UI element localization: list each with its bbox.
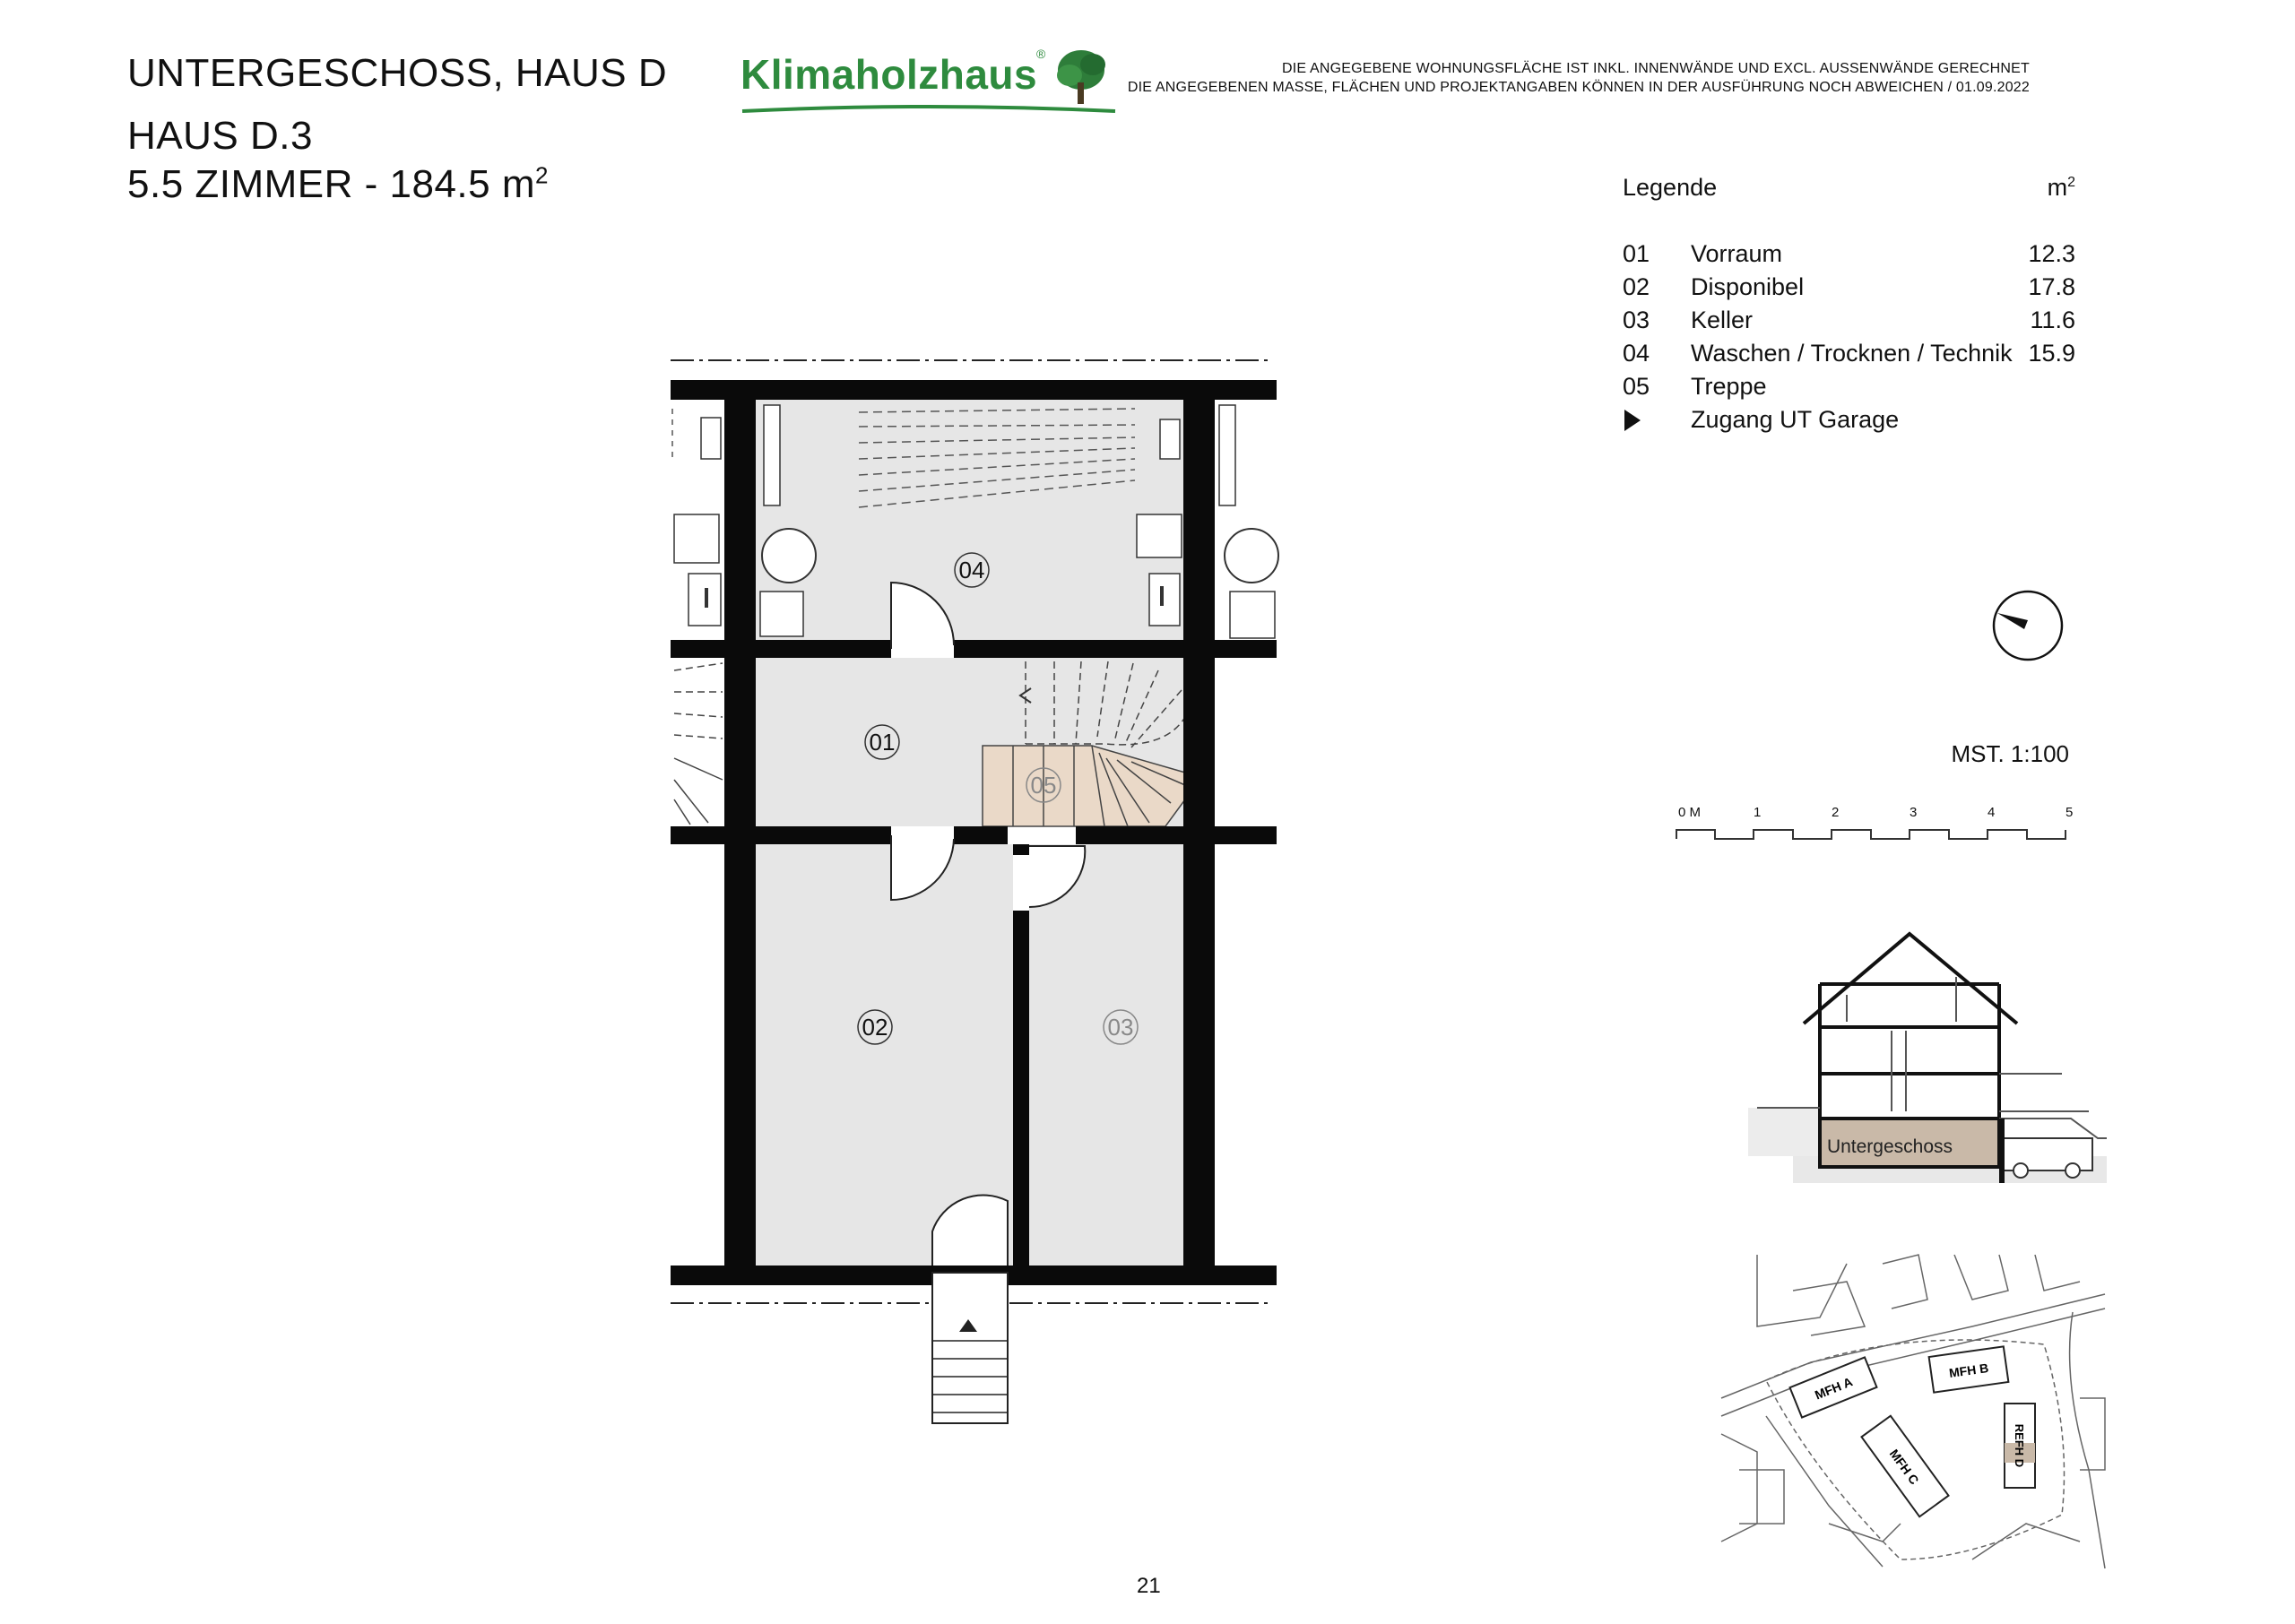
tree-icon: [1050, 47, 1113, 111]
legend-row: [1623, 240, 2075, 272]
legend-unit: [2048, 174, 2075, 202]
legend-area: 12.3: [2028, 240, 2075, 267]
note-line-1: DIE ANGEGEBENE WOHNUNGSFLÄCHE IST INKL. INNENWÄNDE UND EXCL. AUSSENWÄNDE GERECHNET: [1281, 61, 2030, 76]
scale-tick: 2: [1832, 805, 1840, 820]
title-line-3-sup: 2: [535, 161, 549, 189]
legend-row: [1623, 340, 2075, 372]
scale-bar: [1675, 805, 2078, 844]
page-number: 21: [1137, 1574, 1161, 1598]
title-line-2: HAUS D.3: [127, 114, 313, 158]
legend: [1623, 174, 2075, 443]
legend-heading: Legende: [1623, 174, 1718, 201]
legend-area: 15.9: [2028, 340, 2075, 367]
legend-area: 11.6: [2030, 307, 2075, 333]
legend-row: [1623, 273, 2075, 306]
site-label-mfh-b: MFH B: [1948, 1360, 1990, 1380]
legend-access-label: Zugang UT Garage: [1691, 406, 1900, 433]
legend-unit-text: m: [2047, 174, 2068, 201]
site-label-mfh-a: MFH A: [1813, 1374, 1855, 1403]
scale-label: MST. 1:100: [1951, 740, 2069, 767]
legend-row: [1623, 307, 2075, 339]
legend-num: 01: [1623, 240, 1650, 267]
scale-ruler: [1675, 825, 2078, 842]
legend-label: Vorraum: [1691, 240, 1783, 267]
site-label-refh-d: REFH D: [2013, 1423, 2026, 1468]
legend-area: 17.8: [2028, 273, 2075, 300]
legend-label: Waschen / Trocknen / Technik: [1691, 340, 2013, 367]
logo: [740, 47, 1117, 118]
legend-row: [1623, 373, 2075, 405]
section-drawing: [1746, 923, 2107, 1210]
logo-text: Klimaholzhaus: [740, 51, 1038, 98]
legend-row-access: [1623, 406, 2075, 438]
room-label-04: 04: [958, 557, 985, 583]
site-label-mfh-c: MFH C: [1886, 1446, 1922, 1488]
triangle-right-icon: [1623, 410, 1641, 437]
legend-num: 02: [1623, 273, 1650, 300]
north-arrow-icon: [1990, 588, 2066, 663]
scale-tick: 5: [2066, 805, 2074, 820]
room-label-05: 05: [1030, 772, 1057, 799]
legend-label: Disponibel: [1691, 273, 1805, 300]
room-label-02: 02: [862, 1014, 888, 1041]
scale-tick: 4: [1988, 805, 1996, 820]
title-line-1: UNTERGESCHOSS, HAUS D: [127, 51, 668, 95]
section-label: Untergeschoss: [1826, 1136, 1953, 1157]
title-line-3-text: 5.5 ZIMMER - 184.5 m: [127, 162, 536, 206]
logo-swoosh: [740, 104, 1117, 117]
scale-tick: 3: [1910, 805, 1918, 820]
room-label-01: 01: [869, 729, 896, 756]
scale-tick: 0 M: [1678, 805, 1702, 820]
legend-label: Treppe: [1691, 373, 1767, 400]
floor-plan: [654, 350, 1282, 1425]
logo-registered: ®: [1036, 47, 1046, 61]
room-label-03: 03: [1107, 1014, 1134, 1041]
legend-num: 03: [1623, 307, 1650, 333]
title-line-3: [127, 161, 549, 206]
scale-tick: 1: [1754, 805, 1762, 820]
site-plan: [1719, 1248, 2107, 1570]
legend-unit-sup: 2: [2067, 175, 2075, 190]
legend-num: 05: [1623, 373, 1650, 400]
legend-num: 04: [1623, 340, 1650, 367]
legend-label: Keller: [1691, 307, 1754, 333]
note-line-2: DIE ANGEGEBENEN MASSE, FLÄCHEN UND PROJEKTANGABEN KÖNNEN IN DER AUSFÜHRUNG NOCH ABWEICHEN / 01.09.2022: [1127, 80, 2030, 95]
